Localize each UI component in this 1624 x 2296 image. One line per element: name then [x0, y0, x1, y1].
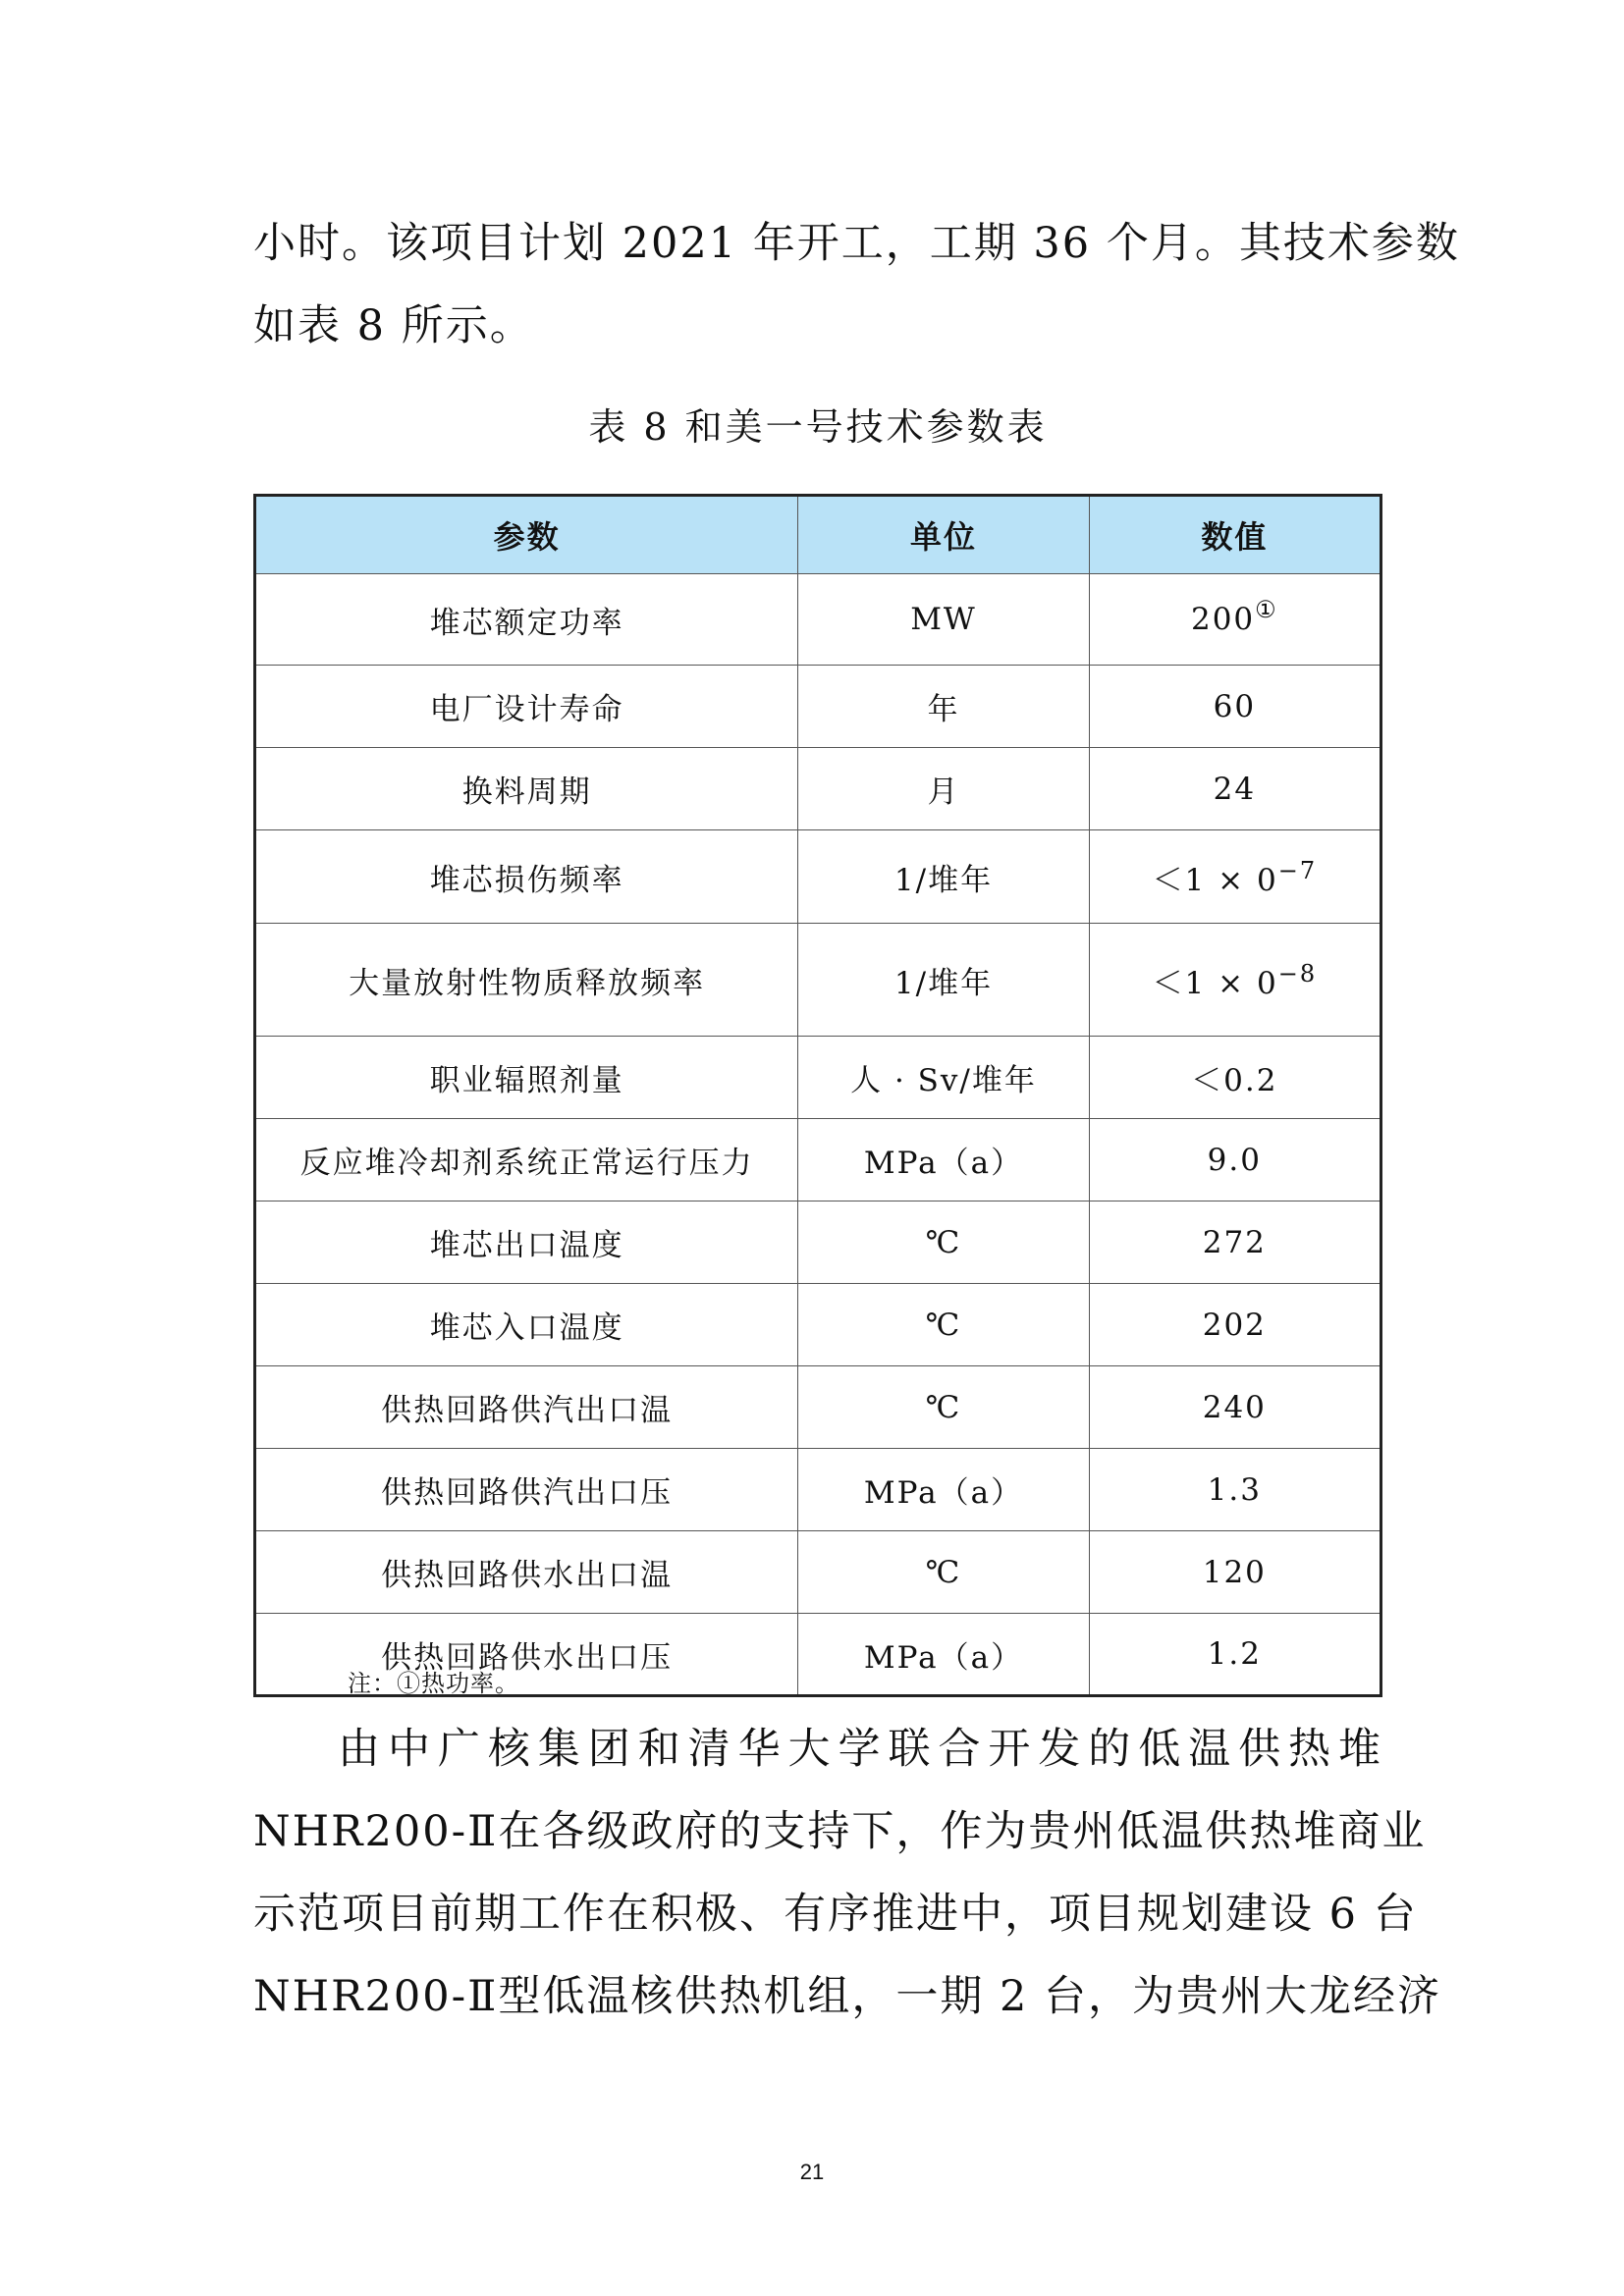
unit-cell: MPa（a）: [798, 1614, 1089, 1696]
header-param: 参数: [255, 496, 798, 574]
value-text: 240: [1202, 1389, 1267, 1425]
value-text: 1.2: [1207, 1636, 1262, 1672]
intro-paragraph: [253, 202, 1460, 367]
param-cell: 反应堆冷却剂系统正常运行压力: [255, 1119, 798, 1201]
value-cell: [1089, 1614, 1380, 1696]
param-cell: 供热回路供汽出口压: [255, 1449, 798, 1531]
param-cell: 供热回路供水出口压: [255, 1614, 798, 1696]
value-text: 120: [1202, 1554, 1267, 1590]
value-text: 24: [1213, 771, 1257, 807]
table-caption: 表 8 和美一号技术参数表: [588, 405, 1048, 449]
value-text: 272: [1202, 1224, 1267, 1260]
table-row: [255, 1531, 1381, 1614]
value-cell: [1089, 574, 1380, 666]
table-row: [255, 830, 1381, 924]
value-text: 60: [1213, 688, 1257, 724]
value-cell: [1089, 1449, 1380, 1531]
header-unit: 单位: [798, 496, 1089, 574]
value-text: 1.3: [1207, 1471, 1262, 1508]
param-cell: 供热回路供汽出口温: [255, 1366, 798, 1449]
value-superscript: −7: [1277, 856, 1318, 884]
table-footnote: 注：①热功率。: [348, 1670, 519, 1697]
value-superscript: ①: [1255, 596, 1278, 623]
unit-cell: MPa（a）: [798, 1449, 1089, 1531]
value-cell: [1089, 1201, 1380, 1284]
value-cell: [1089, 666, 1380, 748]
table-row: [255, 924, 1381, 1037]
table-row: [255, 1366, 1381, 1449]
value-text: ＜0.2: [1191, 1063, 1278, 1098]
value-cell: [1089, 1531, 1380, 1614]
value-cell: [1089, 1366, 1380, 1449]
table-header-row: [255, 496, 1381, 574]
unit-cell: 1/堆年: [798, 830, 1089, 924]
param-cell: 供热回路供水出口温: [255, 1531, 798, 1614]
param-cell: 电厂设计寿命: [255, 666, 798, 748]
table-row: [255, 666, 1381, 748]
unit-cell: MPa（a）: [798, 1119, 1089, 1201]
unit-cell: ℃: [798, 1366, 1089, 1449]
unit-cell: MW: [798, 574, 1089, 666]
unit-cell: ℃: [798, 1201, 1089, 1284]
param-cell: 换料周期: [255, 748, 798, 830]
value-text: ＜1 × 0: [1152, 862, 1278, 898]
page-number: 21: [799, 2160, 825, 2184]
unit-cell: 年: [798, 666, 1089, 748]
body-line-1: 由中广核集团和清华大学联合开发的低温供热堆: [338, 1725, 1382, 1774]
value-cell: [1089, 830, 1380, 924]
body-line-4: NHR200-Ⅱ型低温核供热机组，一期 2 台，为贵州大龙经济: [253, 1972, 1442, 2021]
table-row: [255, 1201, 1381, 1284]
param-cell: 职业辐照剂量: [255, 1037, 798, 1119]
technical-parameters-table: [253, 494, 1382, 1697]
unit-cell: 1/堆年: [798, 924, 1089, 1037]
param-cell: 堆芯出口温度: [255, 1201, 798, 1284]
value-text: ＜1 × 0: [1152, 965, 1278, 1001]
value-text: 202: [1202, 1307, 1267, 1343]
header-value: 数值: [1089, 496, 1380, 574]
value-cell: [1089, 748, 1380, 830]
body-line-2: NHR200-Ⅱ在各级政府的支持下，作为贵州低温供热堆商业: [253, 1807, 1427, 1856]
body-line-3: 示范项目前期工作在积极、有序推进中，项目规划建设 6 台: [253, 1890, 1418, 1939]
param-cell: 堆芯损伤频率: [255, 830, 798, 924]
value-cell: [1089, 1037, 1380, 1119]
param-cell: 堆芯入口温度: [255, 1284, 798, 1366]
value-cell: [1089, 1119, 1380, 1201]
body-paragraph: [253, 1708, 1442, 2038]
value-cell: [1089, 924, 1380, 1037]
table-row: [255, 1119, 1381, 1201]
table-row: [255, 748, 1381, 830]
table-row: [255, 574, 1381, 666]
value-text: 200: [1190, 602, 1256, 637]
unit-cell: ℃: [798, 1284, 1089, 1366]
table-row: [255, 1284, 1381, 1366]
unit-cell: 人 · Sv/堆年: [798, 1037, 1089, 1119]
value-text: 9.0: [1207, 1142, 1262, 1178]
unit-cell: ℃: [798, 1531, 1089, 1614]
value-cell: [1089, 1284, 1380, 1366]
table-row: [255, 1449, 1381, 1531]
value-superscript: −8: [1277, 959, 1318, 988]
param-cell: 堆芯额定功率: [255, 574, 798, 666]
param-cell: 大量放射性物质释放频率: [255, 924, 798, 1037]
intro-line-2: 如表 8 所示。: [253, 301, 534, 350]
table-row: [255, 1037, 1381, 1119]
intro-line-1: 小时。该项目计划 2021 年开工，工期 36 个月。其技术参数: [253, 219, 1460, 268]
unit-cell: 月: [798, 748, 1089, 830]
